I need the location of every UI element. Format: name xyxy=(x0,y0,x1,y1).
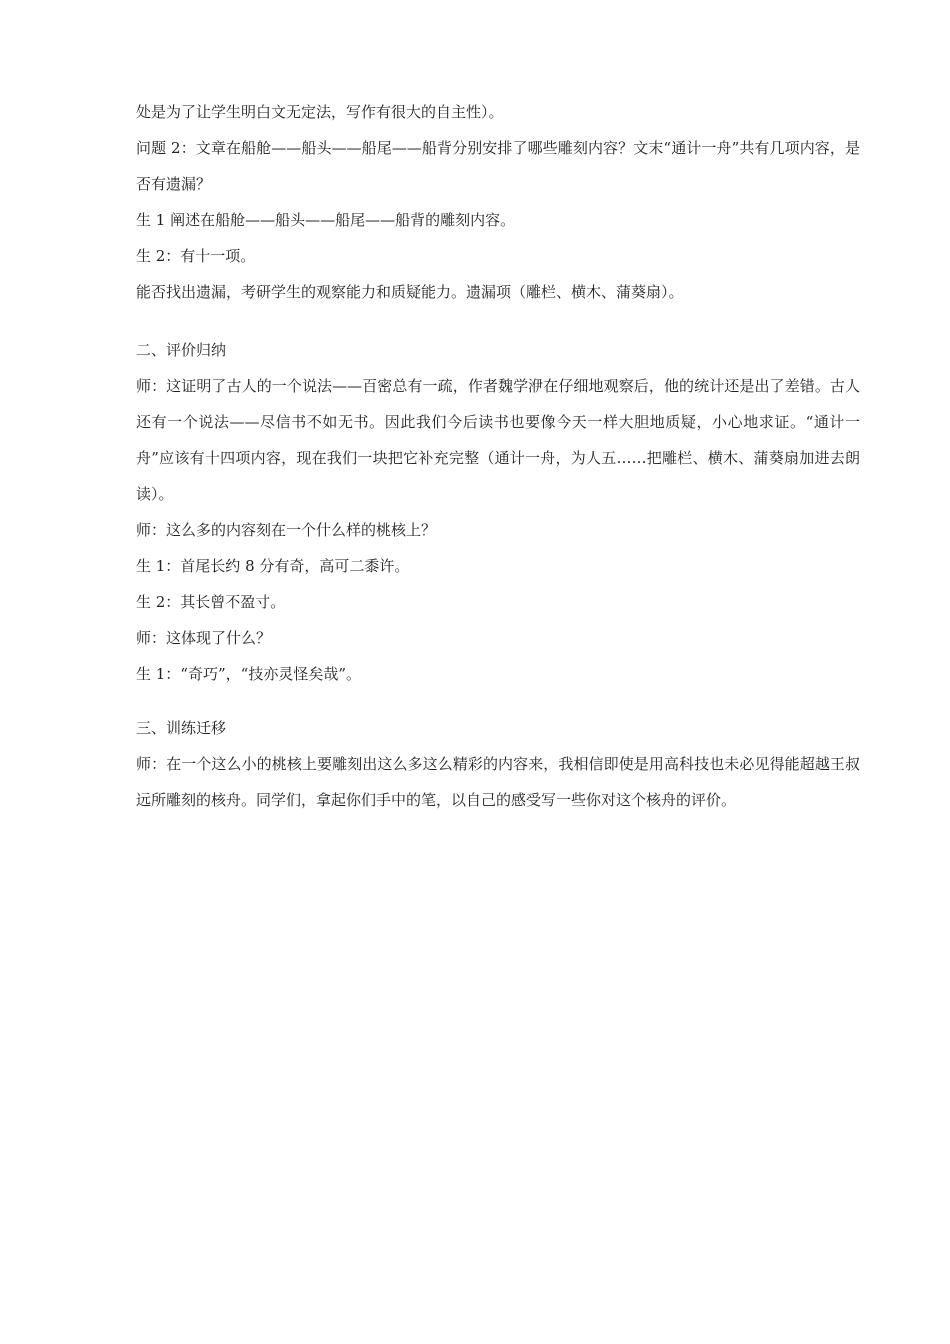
student-2-answer: 生 2：有十一项。 xyxy=(136,247,256,265)
student-2-reply: 生 2：其长曾不盈寸。 xyxy=(136,593,286,611)
section-spacer xyxy=(136,692,860,710)
section-3-heading: 三、训练迁移 xyxy=(136,719,227,737)
student-1-reply: 生 1：首尾长约 8 分有奇，高可二黍许。 xyxy=(136,557,410,575)
teacher-question: 师：这么多的内容刻在一个什么样的桃核上？ xyxy=(136,521,437,539)
student-1-answer: 生 1 阐述在船舱——船头——船尾——船背的雕刻内容。 xyxy=(136,211,516,229)
question-2: 问题 2：文章在船舱——船头——船尾——船背分别安排了哪些雕刻内容？文末“通计一舟”共有几项内容，是否有遗漏？ xyxy=(136,139,860,193)
teacher-paragraph-1: 师：这证明了古人的一个说法——百密总有一疏，作者魏学洢在仔细地观察后，他的统计还是出了差错。古人还有一个说法——尽信书不如无书。因此我们今后读书也要像今天一样大胆地质疑，小心地求证。“通计一舟”应该有十四项内容，现在我们一块把它补充完整（通计一舟，为人五……把雕栏、横木、蒲葵扇加进去朗读）。 xyxy=(136,377,860,503)
document-page xyxy=(136,94,860,818)
teacher-followup: 师：这体现了什么？ xyxy=(136,629,272,647)
section-spacer xyxy=(136,310,860,332)
intro-line-1: 处是为了让学生明白文无定法，写作有很大的自主性）。 xyxy=(136,103,504,121)
section-2-heading: 二、评价归纳 xyxy=(136,341,227,359)
student-1-final: 生 1：“奇巧”，“技亦灵怪矣哉”。 xyxy=(136,665,361,683)
omission-note: 能否找出遗漏，考研学生的观察能力和质疑能力。遗漏项（雕栏、横木、蒲葵扇）。 xyxy=(136,283,684,301)
teacher-assignment: 师：在一个这么小的桃核上要雕刻出这么多这么精彩的内容来，我相信即使是用高科技也未必见得能超越王叔远所雕刻的核舟。同学们，拿起你们手中的笔，以自己的感受写一些你对这个核舟的评价。 xyxy=(136,755,860,809)
